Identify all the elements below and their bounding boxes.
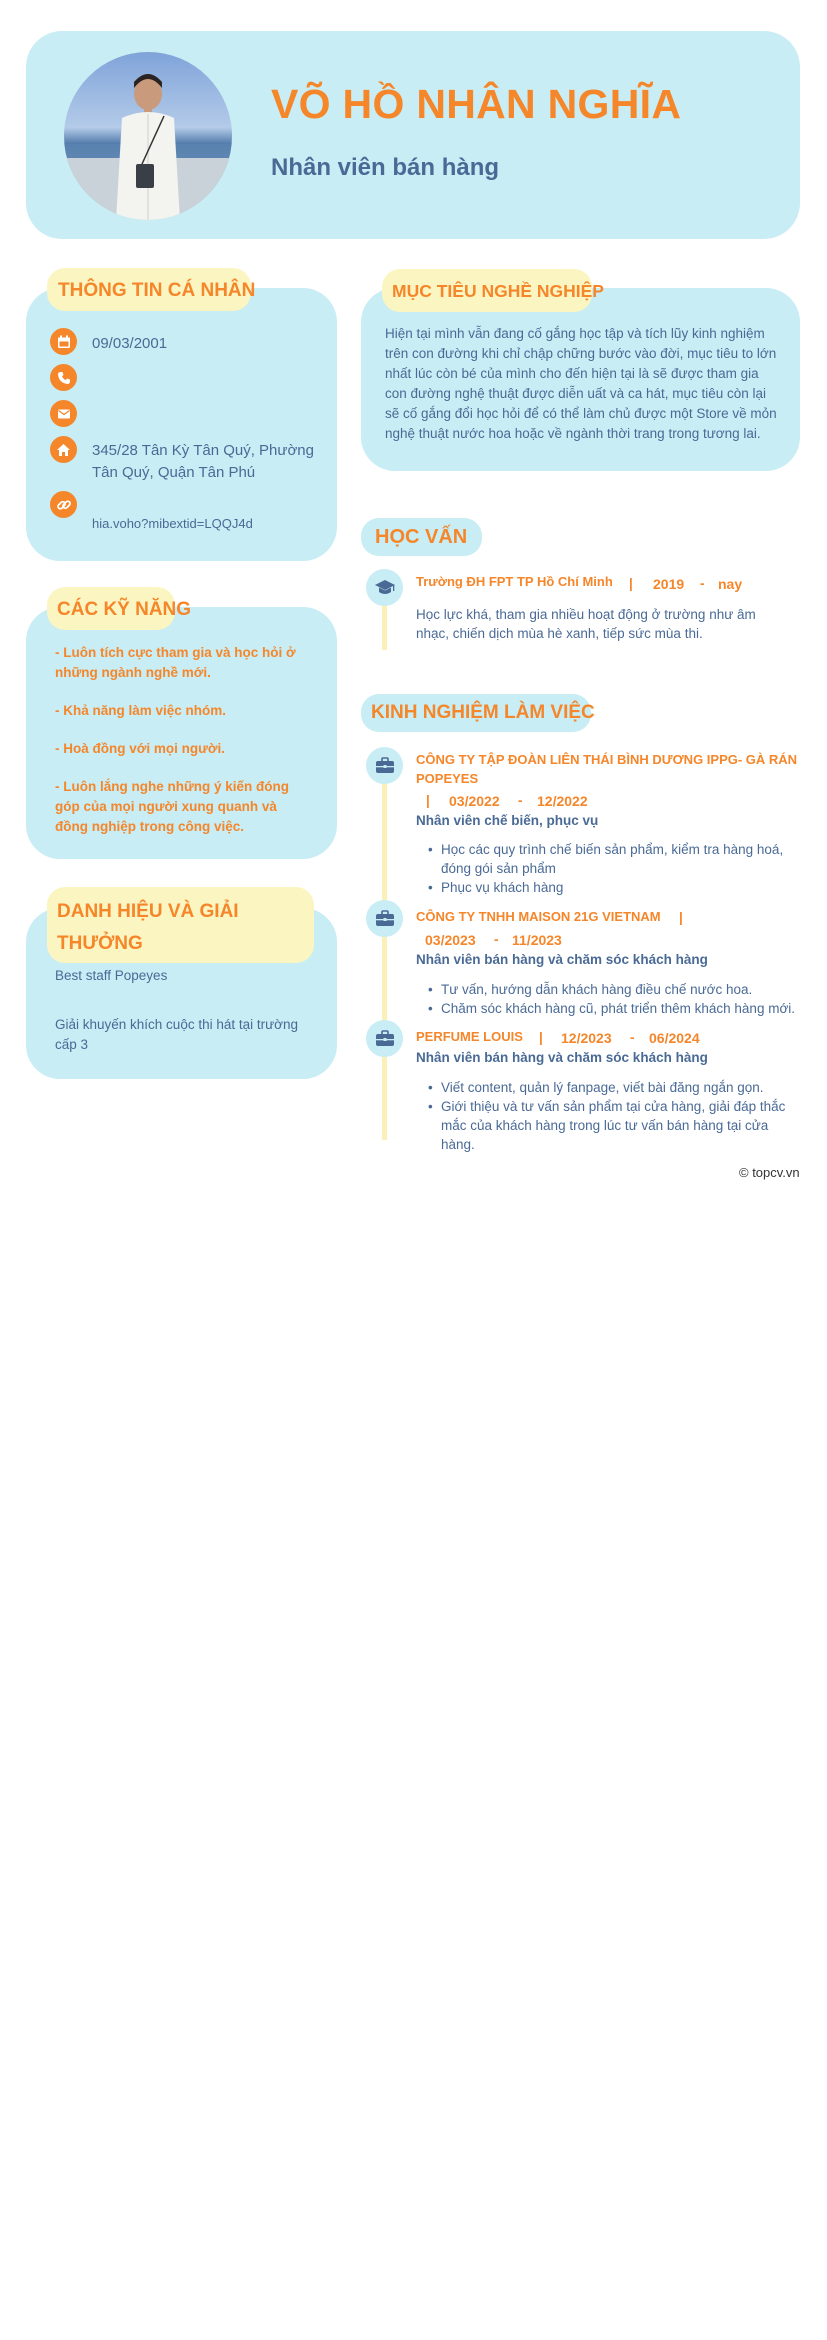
experience-title <box>361 694 595 732</box>
job-sep: | <box>539 1030 543 1045</box>
job-end: 06/2024 <box>649 1030 700 1046</box>
job-bullets <box>428 980 798 1018</box>
job-company-line-1: CÔNG TY TẬP ĐOÀN LIÊN THÁI BÌNH DƯƠNG IPPG- GÀ RÁN <box>416 752 798 767</box>
skill-item: - Luôn tích cực tham gia và học hỏi ở những ngành nghề mới. <box>55 645 296 680</box>
skills-card <box>26 607 337 859</box>
skill-item: - Hoà đồng với mọi người. <box>55 741 225 756</box>
objective-text: Hiện tại mình vẫn đang cố gắng học tập và tích lũy kinh nghiệm trên con đường khi chỉ chập chững bước vào đời, mục tiêu to lớn nhất lúc còn bé của mình cho đến hiện tại là sẽ được tham gia con đường nghệ thuật được diễn uất và ca hát, mục tiêu còn lại sẽ cố gắng đổi học hỏi để có thể làm chủ được một Store về mỏn nghệ thuật nước hoa hoặc về ngành thời trang trong tương lai. <box>385 326 777 441</box>
briefcase-icon <box>375 757 395 774</box>
job-marker <box>366 900 403 937</box>
awards-title <box>47 887 314 963</box>
education-sep: | <box>629 576 633 591</box>
social-link[interactable]: hia.voho?mibextid=LQQJ4d <box>92 516 253 531</box>
address-line-2: Tân Quý, Quận Tân Phú <box>92 464 256 481</box>
education-description: Học lực khá, tham gia nhiều hoạt động ở trường như âm nhạc, chiến dịch mùa hè xanh, tiếp sức mùa thi. <box>416 607 756 641</box>
email-row <box>50 400 77 427</box>
education-dash: - <box>700 576 705 591</box>
avatar-photo <box>64 52 232 220</box>
personal-info-title <box>47 268 256 311</box>
job-bullet: • Chăm sóc khách hàng cũ, phát triển thêm khách hàng mới. <box>428 999 798 1018</box>
experience-title-text: KINH NGHIỆM LÀM VIỆC <box>371 702 595 723</box>
birthday-row <box>50 328 77 355</box>
job-role: Nhân viên chế biến, phục vụ <box>416 813 599 828</box>
address-line-1: 345/28 Tân Kỳ Tân Quý, Phường <box>92 442 314 459</box>
experience-timeline <box>382 762 387 1140</box>
header-card <box>26 31 800 239</box>
job-marker <box>366 1020 403 1057</box>
job-company-line-1: PERFUME LOUIS <box>416 1029 523 1044</box>
birthday-value: 09/03/2001 <box>92 335 168 352</box>
graduation-cap-icon <box>374 579 396 597</box>
candidate-position: Nhân viên bán hàng <box>271 154 500 181</box>
job-start: 03/2022 <box>449 793 500 809</box>
job-bullet: • Tư vấn, hướng dẫn khách hàng điều chế nước hoa. <box>428 980 798 999</box>
education-title <box>361 518 482 556</box>
education-start: 2019 <box>653 576 685 592</box>
job-dash: - <box>494 932 499 947</box>
personal-info-title-text: THÔNG TIN CÁ NHÂN <box>58 280 256 301</box>
email-icon <box>50 400 77 427</box>
skill-item: - Khả năng làm việc nhóm. <box>55 703 227 718</box>
job-bullet: • Viết content, quản lý fanpage, viết bài đăng ngắn gọn. <box>428 1078 798 1097</box>
job-sep: | <box>426 793 430 808</box>
candidate-name: VÕ HỒ NHÂN NGHĨA <box>271 81 682 127</box>
job-dash: - <box>518 793 523 808</box>
avatar <box>64 52 232 220</box>
skills-title <box>47 587 192 630</box>
award-item: Best staff Popeyes <box>55 968 168 983</box>
address-row <box>50 436 77 463</box>
phone-icon <box>50 364 77 391</box>
award-item: Giải khuyến khích cuộc thi hát tại trường cấp 3 <box>55 1017 299 1052</box>
skills-title-text: CÁC KỸ NĂNG <box>57 599 192 620</box>
link-row <box>50 491 77 518</box>
job-company-line-1: CÔNG TY TNHH MAISON 21G VIETNAM <box>416 909 661 924</box>
skill-item: - Luôn lắng nghe những ý kiến đóng góp của mọi người xung quanh và đồng nghiệp trong công việc. <box>55 779 290 834</box>
awards-title-line-2: THƯỞNG <box>57 933 143 954</box>
job-bullet: • Giới thiệu và tư vấn sản phẩm tại cửa hàng, giải đáp thắc mắc của khách hàng trong lúc tư vấn bán hàng tại cửa hàng. <box>428 1097 798 1154</box>
objective-card <box>361 288 800 471</box>
education-title-text: HỌC VẤN <box>375 526 468 548</box>
job-sep: | <box>679 910 683 925</box>
education-end: nay <box>718 576 743 592</box>
personal-info-card <box>26 288 337 561</box>
phone-row <box>50 364 77 391</box>
job-bullet: • Học các quy trình chế biến sản phẩm, kiểm tra hàng hoá, đóng gói sản phẩm <box>428 840 788 878</box>
job-bullet: • Phục vụ khách hàng <box>428 878 788 897</box>
calendar-icon <box>50 328 77 355</box>
objective-title <box>382 269 604 312</box>
job-bullets <box>428 840 788 897</box>
footer-brand[interactable]: © topcv.vn <box>739 1165 800 1180</box>
job-start: 12/2023 <box>561 1030 612 1046</box>
briefcase-icon <box>375 1030 395 1047</box>
education-school: Trường ĐH FPT TP Hồ Chí Minh <box>416 574 613 589</box>
home-icon <box>50 436 77 463</box>
job-end: 12/2022 <box>537 793 588 809</box>
job-dash: - <box>630 1030 635 1045</box>
job-bullets <box>428 1078 798 1154</box>
job-company-line-2: POPEYES <box>416 771 479 786</box>
job-end: 11/2023 <box>512 932 562 948</box>
job-marker <box>366 747 403 784</box>
job-role: Nhân viên bán hàng và chăm sóc khách hàng <box>416 952 708 967</box>
briefcase-icon <box>375 910 395 927</box>
job-role: Nhân viên bán hàng và chăm sóc khách hàng <box>416 1050 708 1065</box>
link-icon <box>50 491 77 518</box>
job-start: 03/2023 <box>425 932 476 948</box>
education-marker <box>366 569 403 606</box>
awards-title-line-1: DANH HIỆU VÀ GIẢI <box>57 901 239 922</box>
objective-title-text: MỤC TIÊU NGHỀ NGHIỆP <box>392 281 604 301</box>
